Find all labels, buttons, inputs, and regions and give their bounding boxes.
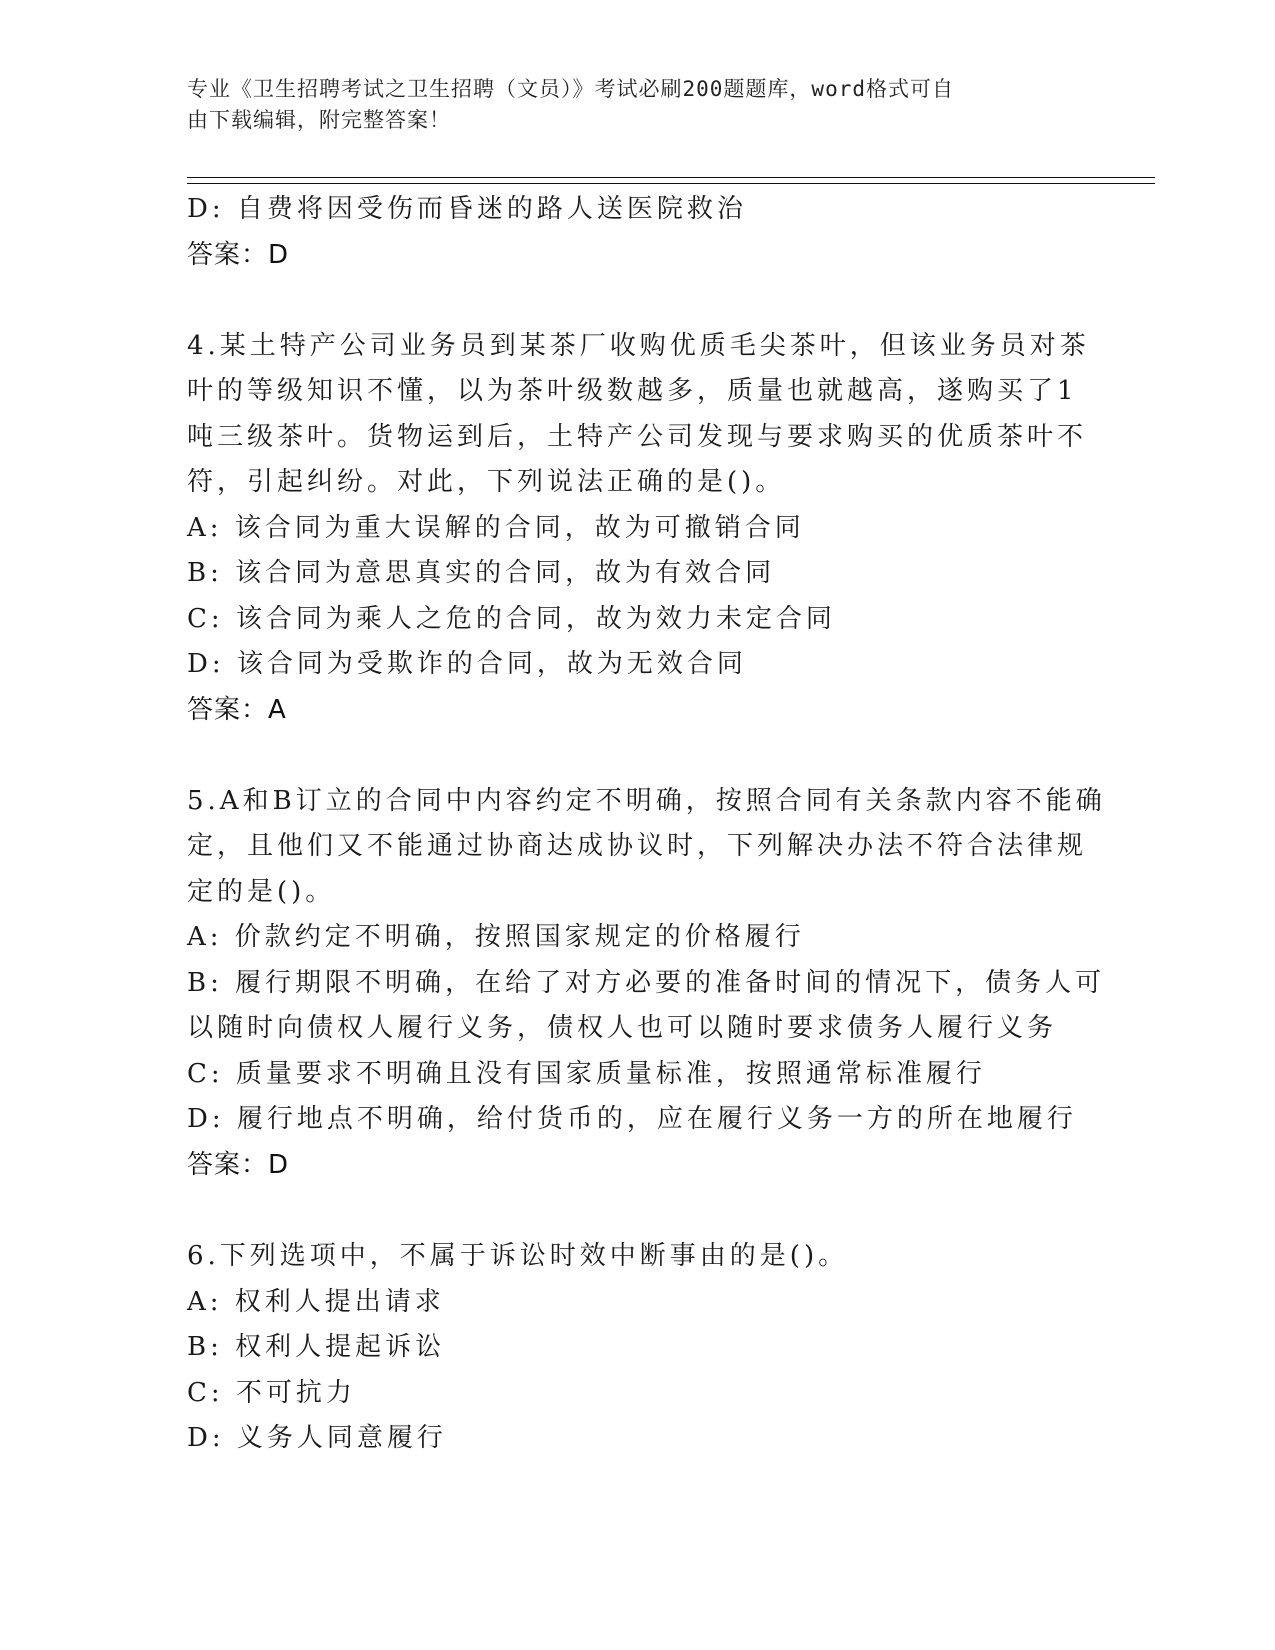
q5-option-b-line-2: 以随时向债权人履行义务，债权人也可以随时要求债务人履行义务: [187, 1013, 1058, 1043]
header-rule-bottom: [187, 183, 1155, 184]
document-body: [187, 187, 1106, 1462]
q4-option-c: C: 该合同为乘人之危的合同，故为效力未定合同: [187, 603, 836, 634]
spacer: [187, 1188, 1087, 1234]
q6-option-c: C: 不可抗力: [187, 1377, 356, 1408]
q4-stem-line-4: 符，引起纠纷。对此，下列说法正确的是()。: [187, 467, 786, 497]
q6-option-b: B: 权利人提起诉讼: [187, 1332, 446, 1362]
spacer: [187, 733, 1087, 779]
q6-option-d: D: 义务人同意履行: [187, 1423, 447, 1453]
q5-answer: 答案：D: [187, 1149, 290, 1180]
header-line-1: 专业《卫生招聘考试之卫生招聘（文员）》考试必刷200题题库，word格式可自: [187, 77, 954, 101]
q5-option-b-line-1: B: 履行期限不明确，在给了对方必要的准备时间的情况下，债务人可: [187, 967, 1106, 998]
q4-stem-line-2: 叶的等级知识不懂，以为茶叶级数越多，质量也就越高，遂购买了1: [187, 376, 1078, 406]
q5-stem-line-1: 5.A和B订立的合同中内容约定不明确，按照合同有关条款内容不能确: [187, 785, 1106, 816]
prev-option-d: D: 自费将因受伤而昏迷的路人送医院救治: [187, 194, 747, 224]
q4-answer: 答案：A: [187, 694, 287, 725]
q4-option-d: D: 该合同为受欺诈的合同，故为无效合同: [187, 649, 747, 679]
q5-stem-line-3: 定的是()。: [187, 876, 336, 907]
q5-stem-line-2: 定，且他们又不能通过协商达成协议时，下列解决办法不符合法律规: [187, 831, 1088, 861]
q6-option-a: A: 权利人提出请求: [187, 1286, 445, 1317]
q6-stem-line-1: 6.下列选项中，不属于诉讼时效中断事由的是()。: [187, 1241, 849, 1271]
spacer: [187, 278, 1087, 324]
q4-stem-line-1: 4.某土特产公司业务员到某茶厂收购优质毛尖茶叶，但该业务员对茶: [187, 330, 1090, 361]
q4-option-a: A: 该合同为重大误解的合同，故为可撤销合同: [187, 512, 805, 543]
prev-answer: 答案：D: [187, 239, 290, 270]
q4-option-b: B: 该合同为意思真实的合同，故为有效合同: [187, 558, 776, 588]
q5-option-a: A: 价款约定不明确，按照国家规定的价格履行: [187, 922, 805, 952]
document-header: [187, 74, 1087, 136]
q5-option-c: C: 质量要求不明确且没有国家质量标准，按照通常标准履行: [187, 1058, 986, 1089]
q4-stem-line-3: 吨三级茶叶。货物运到后，土特产公司发现与要求购买的优质茶叶不: [187, 421, 1088, 452]
header-rule-top: [187, 177, 1155, 178]
q5-option-d: D: 履行地点不明确，给付货币的，应在履行义务一方的所在地履行: [187, 1104, 1077, 1134]
header-line-2: 由下载编辑，附完整答案！: [187, 108, 451, 132]
